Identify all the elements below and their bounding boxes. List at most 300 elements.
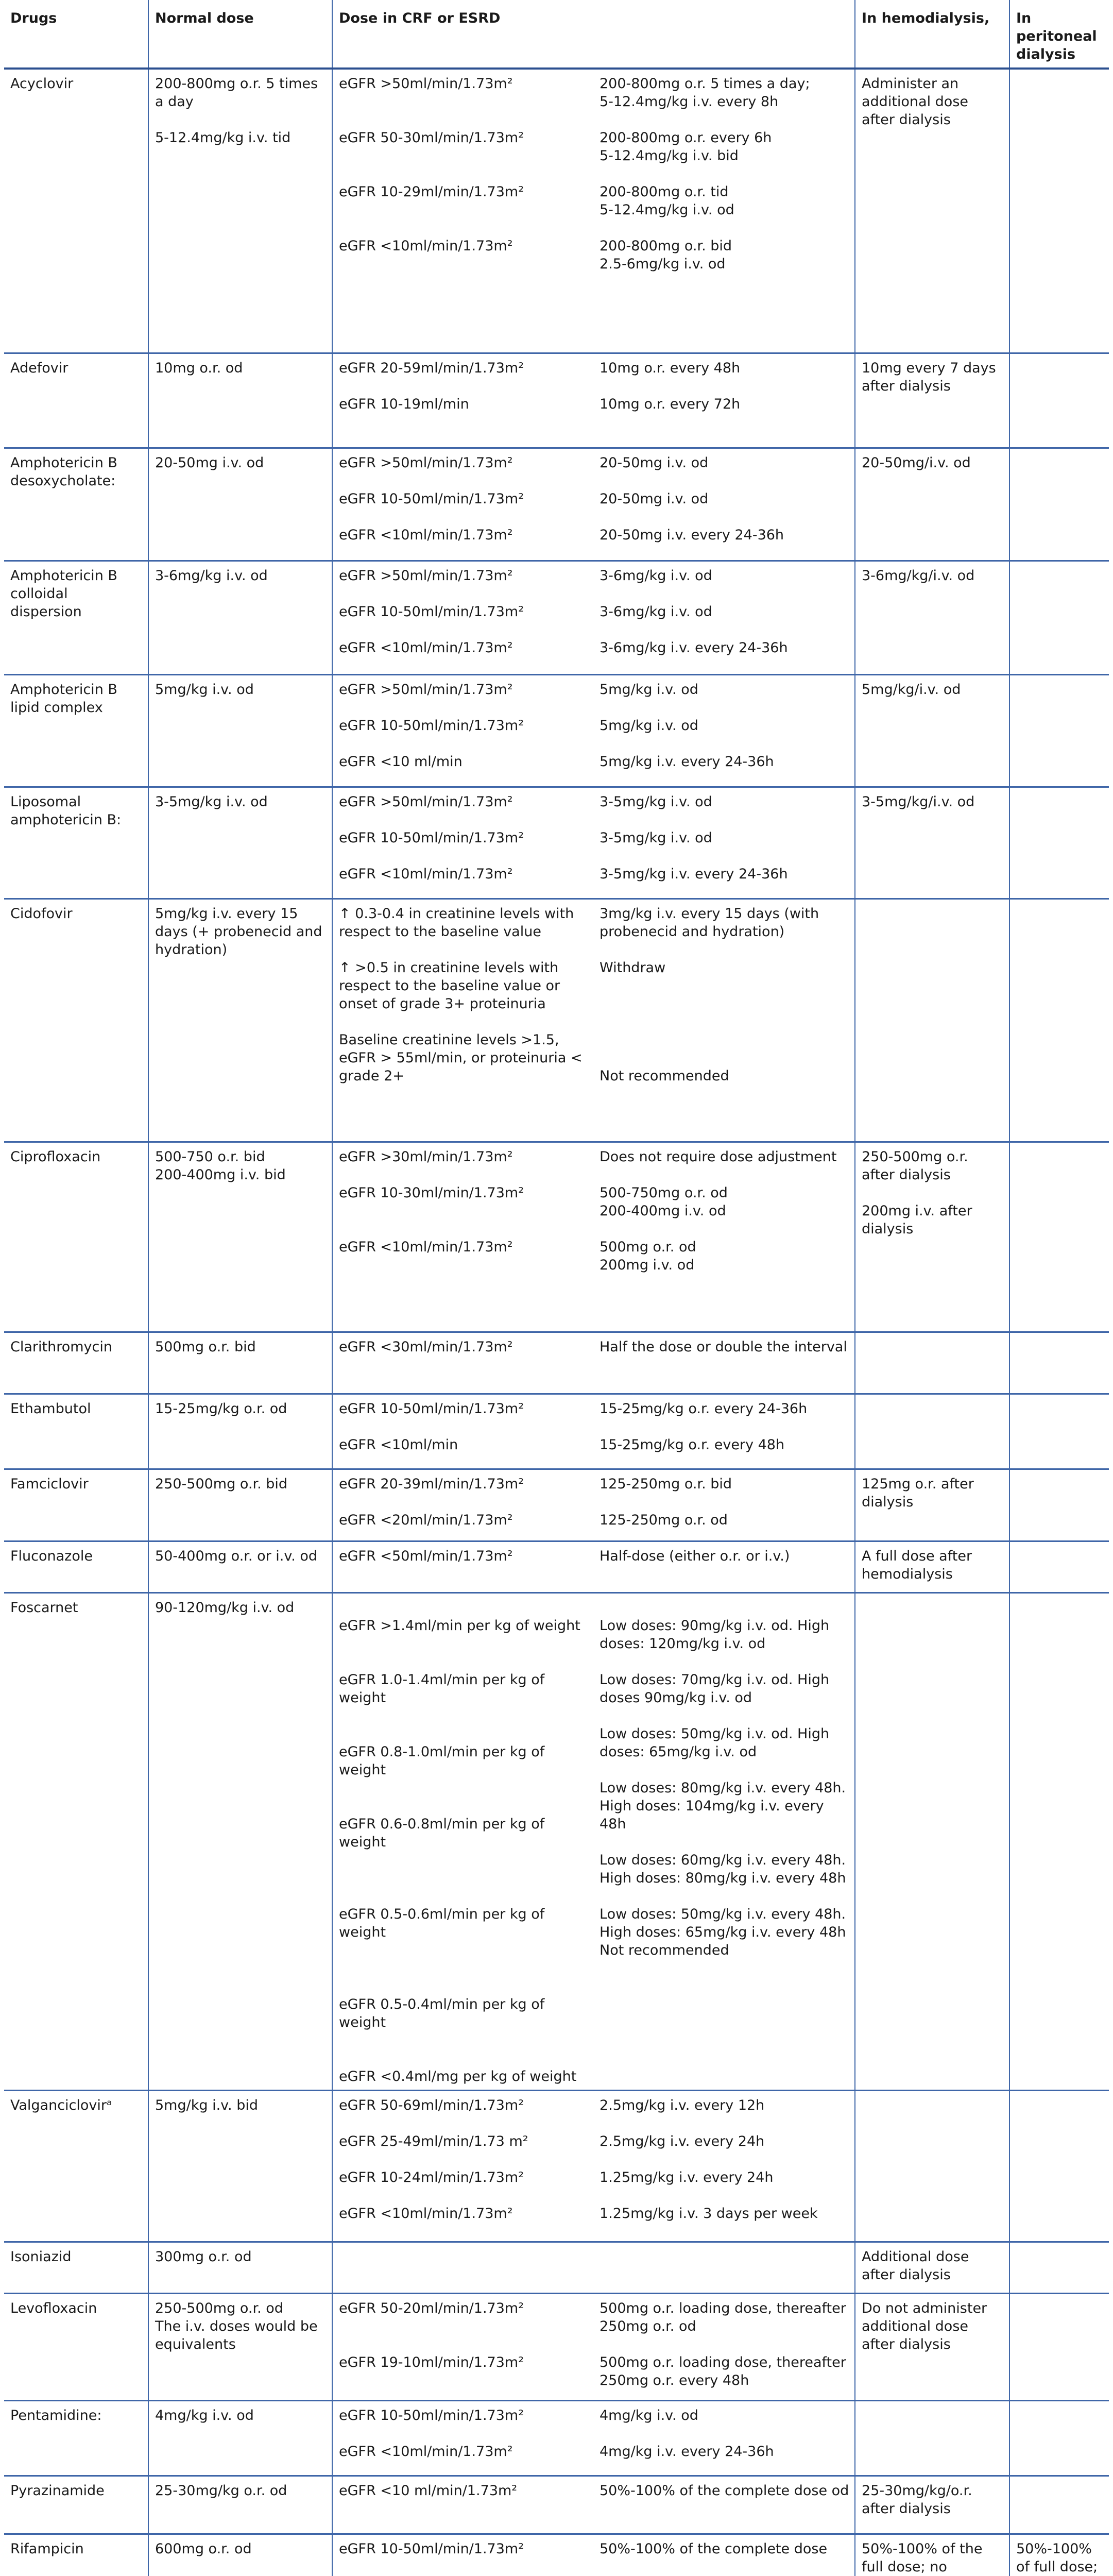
cell-text-line: eGFR 50-69ml/min/1.73m² [339, 2097, 524, 2113]
cell-text-line: 5-12.4mg/kg i.v. bid [600, 148, 739, 164]
cell-text-line [339, 585, 591, 603]
cell-text-line: Valganciclovirᵃ [10, 2097, 112, 2113]
cell-text-line: 2.5-6mg/kg i.v. od [600, 256, 726, 272]
cell-text-line: eGFR 10-50ml/min/1.73m² [339, 1400, 524, 1417]
cell-text-line: eGFR >50ml/min/1.73m² [339, 454, 513, 471]
adjusted-dose-cell [596, 1332, 855, 1394]
cell-text-line [339, 111, 591, 129]
cell-text-line: Ciprofloxacin [10, 1148, 101, 1165]
cell-text-line [600, 508, 849, 526]
table-row [4, 2293, 1109, 2400]
cell-text-line: 50-400mg o.r. or i.v. od [155, 1548, 318, 1564]
cell-text-line [600, 1493, 849, 1511]
cell-text-line: 50%-100% of full dose; [1016, 2540, 1098, 2575]
cell-text-line: 200mg i.v. od [600, 1257, 695, 1273]
cell-text-line: 20-50mg i.v. od [600, 454, 709, 471]
cell-text-line: A full dose after hemodialysis [862, 1548, 972, 1582]
egfr-condition-cell [332, 674, 596, 787]
egfr-condition-cell [332, 1541, 596, 1592]
cell-text-line [600, 977, 849, 995]
cell-text-line: eGFR <10 ml/min/1.73m² [339, 2482, 518, 2499]
cell-text-line: Isoniazid [10, 2248, 72, 2265]
cell-text-line [339, 2049, 591, 2067]
cell-text-line: 200mg i.v. after dialysis [862, 1202, 972, 1237]
cell-text-line [600, 1049, 849, 1067]
cell-text-line: 10mg every 7 days after dialysis [862, 360, 996, 394]
cell-text-line [339, 1869, 591, 1887]
cell-text-line [339, 147, 591, 165]
cell-text-line [339, 735, 591, 753]
cell-text-line: Do not administer additional dose after dialysis [862, 2300, 987, 2352]
cell-text-line: Foscarnet [10, 1599, 78, 1616]
table-row [4, 561, 1109, 674]
cell-text-line: Pyrazinamide [10, 2482, 105, 2499]
table-row [4, 1332, 1109, 1394]
cell-text-line: eGFR <10ml/min/1.73m² [339, 238, 513, 254]
drug-name-cell [4, 1592, 148, 2090]
hemodialysis-cell [855, 353, 1009, 448]
cell-text-line: eGFR <10 ml/min [339, 753, 463, 770]
cell-text-line: eGFR 10-24ml/min/1.73m² [339, 2169, 524, 2185]
cell-text-line [339, 941, 591, 959]
cell-text-line: 200-800mg o.r. tid [600, 184, 729, 200]
cell-text-line: eGFR 10-50ml/min/1.73m² [339, 829, 524, 846]
egfr-condition-cell [332, 561, 596, 674]
cell-text-line: eGFR 50-30ml/min/1.73m² [339, 130, 524, 146]
drug-name-cell [4, 2534, 148, 2576]
normal-dose-cell [148, 1332, 332, 1394]
cell-text-line [339, 1653, 591, 1671]
cell-text-line [339, 2114, 591, 2132]
peritoneal-cell [1009, 1332, 1109, 1394]
cell-text-line: 5mg/kg i.v. od [600, 717, 698, 734]
cell-text-line: eGFR <20ml/min/1.73m² [339, 1512, 513, 1528]
cell-text-line: 125-250mg o.r. bid [600, 1476, 732, 1492]
cell-text-line: 4mg/kg i.v. od [155, 2407, 254, 2424]
cell-text-line: 3-5mg/kg/i.v. od [862, 793, 975, 810]
hemodialysis-cell [855, 1592, 1009, 2090]
cell-text-line: Additional dose after dialysis [862, 2248, 969, 2283]
cell-text-line: eGFR >30ml/min/1.73m² [339, 1148, 513, 1165]
cell-text-line [339, 2187, 591, 2205]
cell-text-line: Amphotericin B desoxycholate: [10, 454, 117, 489]
cell-text-line: 25-30mg/kg/o.r. after dialysis [862, 2482, 972, 2517]
cell-text-line: eGFR 19-10ml/min/1.73m² [339, 2354, 524, 2370]
normal-dose-cell [148, 2476, 332, 2534]
cell-text-line: 250-500mg o.r. bid [155, 1476, 288, 1492]
cell-text-line: 200-400mg i.v. bid [155, 1166, 286, 1183]
cell-text-line: 3-5mg/kg i.v. every 24-36h [600, 866, 788, 882]
cell-text-line [600, 2335, 849, 2353]
cell-text-line [600, 735, 849, 753]
cell-text-line [600, 111, 849, 129]
cell-text-line [600, 1707, 849, 1725]
cell-text-line: 5mg/kg/i.v. od [862, 681, 961, 698]
cell-text-line: eGFR <10ml/min/1.73m² [339, 527, 513, 543]
peritoneal-cell [1009, 1394, 1109, 1469]
cell-text-line [600, 1599, 849, 1617]
cell-text-line: eGFR >50ml/min/1.73m² [339, 76, 513, 92]
table-row [4, 69, 1109, 353]
cell-text-line [600, 1013, 849, 1031]
cell-text-line: 500mg o.r. loading dose, thereafter 250mg o.r. every 48h [600, 2354, 846, 2388]
cell-text-line: eGFR >50ml/min/1.73m² [339, 793, 513, 810]
cell-text-line [600, 1166, 849, 1184]
drug-name-cell [4, 2242, 148, 2293]
cell-text-line [339, 1707, 591, 1725]
cell-text-line: 500mg o.r. od [600, 1239, 696, 1255]
cell-text-line: 200-800mg o.r. 5 times a day [155, 76, 318, 110]
peritoneal-cell [1009, 2400, 1109, 2476]
normal-dose-cell [148, 1469, 332, 1541]
cell-text-line: 5-12.4mg/kg i.v. every 8h [600, 94, 779, 110]
table-row [4, 353, 1109, 448]
peritoneal-cell [1009, 2242, 1109, 2293]
cell-text-line [600, 941, 849, 959]
adjusted-dose-cell [596, 2242, 855, 2293]
table-row [4, 2242, 1109, 2293]
cell-text-line: Low doses: 60mg/kg i.v. every 48h. High doses: 80mg/kg i.v. every 48h [600, 1852, 846, 1886]
cell-text-line [339, 2558, 591, 2576]
egfr-condition-cell [332, 353, 596, 448]
peritoneal-cell [1009, 674, 1109, 787]
adjusted-dose-cell [596, 787, 855, 899]
cell-text-line [339, 699, 591, 717]
normal-dose-cell [148, 899, 332, 1142]
hemodialysis-cell [855, 69, 1009, 353]
cell-text-line: eGFR 1.0-1.4ml/min per kg of weight [339, 1671, 545, 1706]
cell-text-line: Adefovir [10, 360, 69, 376]
cell-text-line [600, 219, 849, 237]
drug-name-cell [4, 69, 148, 353]
table-row [4, 1394, 1109, 1469]
hemodialysis-cell [855, 2293, 1009, 2400]
hemodialysis-cell [855, 448, 1009, 561]
hemodialysis-cell [855, 2476, 1009, 2534]
cell-text-line: eGFR 20-59ml/min/1.73m² [339, 360, 524, 376]
egfr-condition-cell [332, 2242, 596, 2293]
cell-text-line: 10mg o.r. every 72h [600, 396, 741, 412]
cell-text-line: 1.25mg/kg i.v. 3 days per week [600, 2205, 818, 2222]
egfr-condition-cell [332, 2476, 596, 2534]
cell-text-line: 200-400mg i.v. od [600, 1202, 726, 1219]
cell-text-line: 3mg/kg i.v. every 15 days (with probenecid and hydration) [600, 905, 819, 940]
cell-text-line: eGFR 0.8-1.0ml/min per kg of weight [339, 1743, 545, 1778]
peritoneal-cell [1009, 1541, 1109, 1592]
header-drugs: Drugs [4, 0, 148, 69]
cell-text-line: 20-50mg i.v. od [155, 454, 264, 471]
cell-text-line: 50%-100% of the complete dose od [600, 2482, 849, 2499]
cell-text-line [339, 1013, 591, 1031]
cell-text-line: 125-250mg o.r. od [600, 1512, 728, 1528]
cell-text-line: 200-800mg o.r. bid [600, 238, 732, 254]
peritoneal-cell [1009, 1592, 1109, 2090]
cell-text-line [600, 1761, 849, 1779]
drug-name-cell [4, 787, 148, 899]
cell-text-line [600, 1220, 849, 1238]
cell-text-line: 500-750mg o.r. od [600, 1184, 728, 1201]
cell-text-line: eGFR 25-49ml/min/1.73 m² [339, 2133, 528, 2149]
normal-dose-cell [148, 2293, 332, 2400]
cell-text-line [339, 1202, 591, 1220]
cell-text-line: eGFR 50-20ml/min/1.73m² [339, 2300, 524, 2316]
egfr-condition-cell [332, 1592, 596, 2090]
cell-text-line [339, 1166, 591, 1184]
cell-text-line: Amphotericin B lipid complex [10, 681, 117, 716]
cell-text-line [339, 1887, 591, 1905]
cell-text-line: 3-6mg/kg i.v. od [600, 603, 712, 620]
cell-text-line [600, 621, 849, 639]
adjusted-dose-cell [596, 1469, 855, 1541]
hemodialysis-cell [855, 2090, 1009, 2242]
cell-text-line: 4mg/kg i.v. od [600, 2407, 698, 2424]
drug-name-cell [4, 1394, 148, 1469]
cell-text-line [339, 165, 591, 183]
peritoneal-cell [1009, 353, 1109, 448]
egfr-condition-cell [332, 69, 596, 353]
normal-dose-cell [148, 1541, 332, 1592]
header-hemodialysis: In hemodialysis, [855, 0, 1009, 69]
cell-text-line: Pentamidine: [10, 2407, 102, 2424]
normal-dose-cell [148, 2534, 332, 2576]
drug-name-cell [4, 674, 148, 787]
cell-text-line [600, 2150, 849, 2168]
cell-text-line: 500mg o.r. bid [155, 1338, 256, 1355]
cell-text-line: 500-750 o.r. bid [155, 1148, 265, 1165]
hemodialysis-cell [855, 674, 1009, 787]
cell-text-line: eGFR 10-30ml/min/1.73m² [339, 1184, 524, 1201]
table-row [4, 448, 1109, 561]
cell-text-line: Rifampicin [10, 2540, 84, 2557]
drug-name-cell [4, 561, 148, 674]
adjusted-dose-cell [596, 2090, 855, 2242]
peritoneal-cell [1009, 69, 1109, 353]
cell-text-line: 2.5mg/kg i.v. every 12h [600, 2097, 765, 2113]
cell-text-line: Low doses: 80mg/kg i.v. every 48h. High doses: 104mg/kg i.v. every 48h [600, 1780, 846, 1832]
cell-text-line: Low doses: 50mg/kg i.v. every 48h. High doses: 65mg/kg i.v. every 48h [600, 1906, 846, 1940]
cell-text-line [600, 472, 849, 490]
drug-name-cell [4, 1142, 148, 1332]
normal-dose-cell [148, 1394, 332, 1469]
cell-text-line [600, 2187, 849, 2205]
table-row [4, 1541, 1109, 1592]
hemodialysis-cell [855, 2242, 1009, 2293]
cell-text-line: ↑ >0.5 in creatinine levels with respect to the baseline value or onset of grade 3+ proteinuria [339, 959, 560, 1012]
cell-text-line: eGFR <10ml/min/1.73m² [339, 2443, 513, 2460]
cell-text-line: eGFR 0.5-0.4ml/min per kg of weight [339, 1996, 545, 2030]
egfr-condition-cell [332, 448, 596, 561]
adjusted-dose-cell [596, 899, 855, 1142]
drug-name-cell [4, 1332, 148, 1394]
egfr-condition-cell [332, 2090, 596, 2242]
table-row [4, 2400, 1109, 2476]
cell-text-line: eGFR 10-50ml/min/1.73m² [339, 2407, 524, 2424]
header-normal-dose: Normal dose [148, 0, 332, 69]
adjusted-dose-cell [596, 1541, 855, 1592]
adjusted-dose-cell [596, 69, 855, 353]
cell-text-line [339, 201, 591, 219]
egfr-condition-cell [332, 899, 596, 1142]
hemodialysis-cell [855, 1394, 1009, 1469]
cell-text-line [339, 1779, 591, 1797]
drug-name-cell [4, 2400, 148, 2476]
adjusted-dose-cell [596, 1394, 855, 1469]
cell-text-line [600, 699, 849, 717]
cell-text-line: Half the dose or double the interval [600, 1338, 847, 1355]
egfr-condition-cell [332, 2400, 596, 2476]
cell-text-line: 3-5mg/kg i.v. od [155, 793, 268, 810]
normal-dose-cell [148, 1142, 332, 1332]
cell-text-line: 20-50mg/i.v. od [862, 454, 971, 471]
cell-text-line: 3-6mg/kg/i.v. od [862, 567, 975, 584]
peritoneal-cell [1009, 2293, 1109, 2400]
egfr-condition-cell [332, 1469, 596, 1541]
drug-name-cell [4, 353, 148, 448]
cell-text-line [339, 377, 591, 395]
table-row [4, 674, 1109, 787]
cell-text-line: eGFR <10ml/min/1.73m² [339, 866, 513, 882]
hemodialysis-cell [855, 2534, 1009, 2576]
normal-dose-cell [148, 1592, 332, 2090]
cell-text-line: 20-50mg i.v. od [600, 490, 709, 507]
cell-text-line: Baseline creatinine levels >1.5, eGFR > 55ml/min, or proteinuria < grade 2+ [339, 1031, 583, 1084]
drug-name-cell [4, 2293, 148, 2400]
cell-text-line: Withdraw [600, 959, 666, 976]
hemodialysis-cell [855, 2400, 1009, 2476]
cell-text-line [339, 1725, 591, 1743]
cell-text-line [339, 1418, 591, 1436]
hemodialysis-cell [855, 1469, 1009, 1541]
table-row [4, 2534, 1109, 2576]
egfr-condition-cell [332, 1142, 596, 1332]
cell-text-line: 20-50mg i.v. every 24-36h [600, 527, 784, 543]
adjusted-dose-cell [596, 353, 855, 448]
cell-text-line: 1.25mg/kg i.v. every 24h [600, 2169, 774, 2185]
cell-text-line: 250-500mg o.r. after dialysis [862, 1148, 968, 1183]
table-row [4, 1469, 1109, 1541]
cell-text-line: Ethambutol [10, 1400, 91, 1417]
cell-text-line: Cidofovir [10, 905, 73, 922]
cell-text-line: 5mg/kg i.v. every 15 days (+ probenecid and hydration) [155, 905, 322, 958]
cell-text-line [862, 1184, 1004, 1202]
cell-text-line: eGFR 10-50ml/min/1.73m² [339, 717, 524, 734]
adjusted-dose-cell [596, 2476, 855, 2534]
cell-text-line: Liposomal amphotericin B: [10, 793, 122, 828]
table-row [4, 1592, 1109, 2090]
adjusted-dose-cell [596, 2400, 855, 2476]
peritoneal-cell [1009, 899, 1109, 1142]
cell-text-line: eGFR 0.6-0.8ml/min per kg of weight [339, 1816, 545, 1850]
drug-name-cell [4, 899, 148, 1142]
cell-text-line: eGFR <10ml/min/1.73m² [339, 639, 513, 656]
header-peritoneal-dialysis: In peritoneal dialysis [1009, 0, 1109, 69]
table-body [4, 69, 1109, 2576]
cell-text-line [155, 111, 327, 129]
cell-text-line [600, 995, 849, 1013]
adjusted-dose-cell [596, 2534, 855, 2576]
cell-text-line [339, 2425, 591, 2443]
cell-text-line: eGFR 10-19ml/min [339, 396, 469, 412]
peritoneal-cell [1009, 1142, 1109, 1332]
cell-text-line: 300mg o.r. od [155, 2248, 252, 2265]
cell-text-line: 500mg o.r. loading dose, thereafter 250mg o.r. od [600, 2300, 846, 2334]
cell-text-line [600, 1887, 849, 1905]
peritoneal-cell [1009, 787, 1109, 899]
cell-text-line [339, 472, 591, 490]
cell-text-line: 25-30mg/kg o.r. od [155, 2482, 287, 2499]
cell-text-line: 2.5mg/kg i.v. every 24h [600, 2133, 765, 2149]
table-row [4, 1142, 1109, 1332]
table-row [4, 787, 1109, 899]
cell-text-line: eGFR <50ml/min/1.73m² [339, 1548, 513, 1564]
cell-text-line: 4mg/kg i.v. every 24-36h [600, 2443, 774, 2460]
cell-text-line: 3-6mg/kg i.v. od [155, 567, 268, 584]
cell-text-line [339, 621, 591, 639]
adjusted-dose-cell [596, 674, 855, 787]
cell-text-line: ↑ 0.3-0.4 in creatinine levels with respect to the baseline value [339, 905, 574, 940]
hemodialysis-cell [855, 561, 1009, 674]
cell-text-line: 3-6mg/kg i.v. every 24-36h [600, 639, 788, 656]
cell-text-line [600, 2558, 849, 2576]
drug-name-cell [4, 2090, 148, 2242]
hemodialysis-cell [855, 899, 1009, 1142]
cell-text-line: Famciclovir [10, 1476, 89, 1492]
cell-text-line: Amphotericin B colloidal dispersion [10, 567, 117, 620]
normal-dose-cell [148, 561, 332, 674]
cell-text-line: 5mg/kg i.v. od [155, 681, 254, 698]
drug-name-cell [4, 2476, 148, 2534]
hemodialysis-cell [855, 1332, 1009, 1394]
cell-text-line: 10mg o.r. every 48h [600, 360, 741, 376]
adjusted-dose-cell [596, 448, 855, 561]
hemodialysis-cell [855, 1142, 1009, 1332]
cell-text-line: Does not require dose adjustment [600, 1148, 837, 1165]
peritoneal-cell [1009, 2476, 1109, 2534]
cell-text-line [600, 585, 849, 603]
cell-text-line: 3-6mg/kg i.v. od [600, 567, 712, 584]
cell-text-line: Low doses: 70mg/kg i.v. od. High doses 90mg/kg i.v. od [600, 1671, 830, 1706]
cell-text-line: Fluconazole [10, 1548, 93, 1564]
cell-text-line: eGFR 0.5-0.6ml/min per kg of weight [339, 1906, 545, 1940]
table-row [4, 899, 1109, 1142]
cell-text-line: eGFR 10-29ml/min/1.73m² [339, 184, 524, 200]
cell-text-line: eGFR >1.4ml/min per kg of weight [339, 1617, 580, 1634]
normal-dose-cell [148, 353, 332, 448]
egfr-condition-cell [332, 1394, 596, 1469]
cell-text-line [339, 2150, 591, 2168]
cell-text-line [339, 1599, 591, 1617]
egfr-condition-cell [332, 787, 596, 899]
cell-text-line [339, 2335, 591, 2353]
cell-text-line [339, 847, 591, 865]
normal-dose-cell [148, 787, 332, 899]
cell-text-line: eGFR <10ml/min/1.73m² [339, 2205, 513, 2222]
cell-text-line [339, 508, 591, 526]
cell-text-line: 600mg o.r. od [155, 2540, 252, 2557]
cell-text-line [600, 165, 849, 183]
cell-text-line [600, 847, 849, 865]
peritoneal-cell [1009, 448, 1109, 561]
normal-dose-cell [148, 674, 332, 787]
cell-text-line [600, 2425, 849, 2443]
egfr-condition-cell [332, 1332, 596, 1394]
adjusted-dose-cell [596, 561, 855, 674]
table-row [4, 2090, 1109, 2242]
cell-text-line: 3-5mg/kg i.v. od [600, 793, 712, 810]
cell-text-line [339, 93, 591, 111]
drug-name-cell [4, 1469, 148, 1541]
cell-text-line: Acyclovir [10, 76, 74, 92]
